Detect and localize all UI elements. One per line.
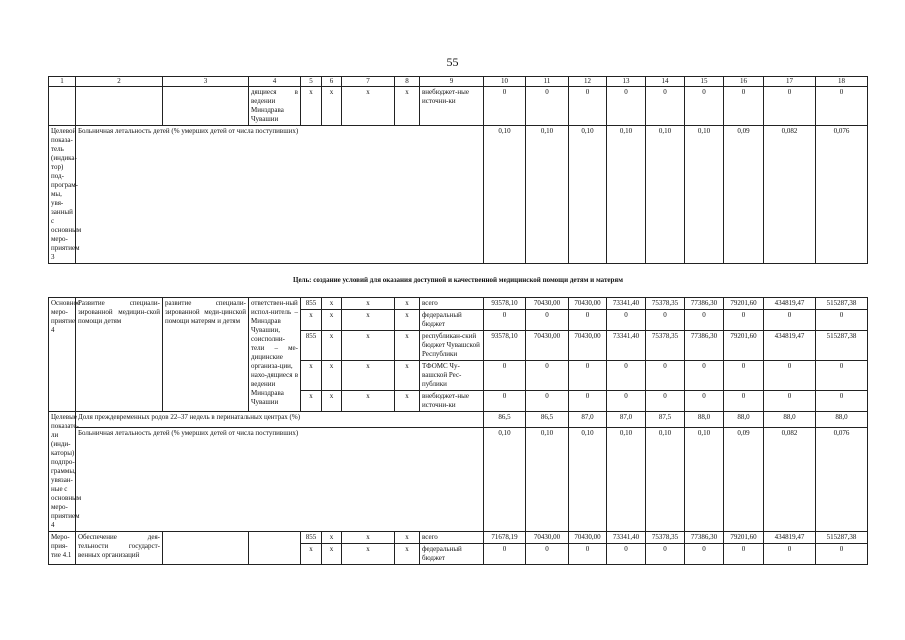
- source-cell: федеральный бюджет: [420, 544, 484, 565]
- code-cell: x: [322, 361, 342, 391]
- value-cell: 0: [526, 391, 569, 412]
- col-num: 8: [395, 77, 420, 87]
- value-cell: 70430,00: [526, 532, 569, 544]
- table-row: [49, 412, 868, 428]
- value-cell: 0: [526, 544, 569, 565]
- table-row: [49, 428, 868, 532]
- value-cell: 0: [685, 361, 724, 391]
- col-num: 13: [607, 77, 646, 87]
- indicator-name: Доля преждевременных родов 22–37 недель в перинатальных центрах (%): [76, 412, 484, 428]
- code-cell: x: [395, 532, 420, 544]
- code-cell: x: [395, 310, 420, 331]
- value-cell: 434819,47: [764, 331, 816, 361]
- indicator-name: Больничная летальность детей (% умерших детей от числа поступивших): [76, 428, 484, 532]
- value-cell: 0,10: [569, 428, 607, 532]
- value-cell: 75378,35: [646, 532, 685, 544]
- code-cell: x: [395, 298, 420, 310]
- code-cell: 855: [301, 532, 322, 544]
- code-cell: 855: [301, 298, 322, 310]
- cell-empty: [76, 87, 163, 126]
- value-cell: 88,0: [816, 412, 868, 428]
- source-cell: внебюджет-ные источни-ки: [420, 87, 484, 126]
- value-cell: 515287,38: [816, 532, 868, 544]
- code-cell: x: [322, 331, 342, 361]
- value-cell: 88,0: [764, 412, 816, 428]
- value-cell: 88,0: [685, 412, 724, 428]
- value-cell: 515287,38: [816, 331, 868, 361]
- code-cell: x: [301, 87, 322, 126]
- value-cell: 87,0: [569, 412, 607, 428]
- value-cell: 75378,35: [646, 298, 685, 310]
- code-cell: x: [395, 391, 420, 412]
- code-cell: x: [395, 331, 420, 361]
- value-cell: 0,10: [607, 428, 646, 532]
- table-row: [49, 87, 868, 126]
- source-cell: республикан-ский бюджет Чувашской Республики: [420, 331, 484, 361]
- value-cell: 0: [685, 87, 724, 126]
- value-cell: 71678,19: [484, 532, 526, 544]
- value-cell: 87,0: [607, 412, 646, 428]
- value-cell: 0: [646, 87, 685, 126]
- value-cell: 0: [569, 544, 607, 565]
- source-cell: всего: [420, 298, 484, 310]
- code-cell: x: [301, 310, 322, 331]
- value-cell: 0: [724, 310, 764, 331]
- value-cell: 0: [607, 310, 646, 331]
- value-cell: 0: [764, 87, 816, 126]
- target-label: Целевой показа-тель (индика-тор) под-програм-мы, увя-занный с основным меро-приятием 3: [49, 126, 76, 264]
- value-cell: 0,082: [764, 428, 816, 532]
- value-cell: 0: [724, 87, 764, 126]
- col-num: 3: [163, 77, 249, 87]
- value-cell: 0: [816, 391, 868, 412]
- code-cell: x: [322, 87, 342, 126]
- code-cell: x: [342, 391, 395, 412]
- code-cell: x: [342, 298, 395, 310]
- value-cell: 0: [816, 310, 868, 331]
- value-cell: 0,076: [816, 428, 868, 532]
- value-cell: 79201,60: [724, 532, 764, 544]
- value-cell: 0: [484, 544, 526, 565]
- value-cell: 0: [764, 391, 816, 412]
- value-cell: 0: [484, 310, 526, 331]
- value-cell: 0,10: [646, 126, 685, 264]
- code-cell: x: [301, 544, 322, 565]
- col-num: 5: [301, 77, 322, 87]
- target-label: Целевые показате-ли (инди-каторы) подпро-граммы, увязан-ные с основным меро-приятием 4: [49, 412, 76, 532]
- col-num: 14: [646, 77, 685, 87]
- value-cell: 73341,40: [607, 331, 646, 361]
- code-cell: x: [395, 544, 420, 565]
- value-cell: 0: [685, 544, 724, 565]
- col-num: 15: [685, 77, 724, 87]
- value-cell: 0,10: [484, 126, 526, 264]
- event-description: развитие специали-зированной меди-цинской помощи матерям и детям: [163, 298, 249, 412]
- col-num: 16: [724, 77, 764, 87]
- value-cell: 0,09: [724, 428, 764, 532]
- value-cell: 0: [526, 361, 569, 391]
- table-row: [49, 532, 868, 544]
- cell-empty: [163, 87, 249, 126]
- value-cell: 0: [646, 310, 685, 331]
- col-num: 6: [322, 77, 342, 87]
- goal-row: [49, 264, 868, 298]
- col-num: 9: [420, 77, 484, 87]
- value-cell: 86,5: [526, 412, 569, 428]
- value-cell: 0: [646, 391, 685, 412]
- executor-cell: дящиеся в ведении Минздрава Чувашии: [249, 87, 301, 126]
- value-cell: 0: [816, 544, 868, 565]
- code-cell: 855: [301, 331, 322, 361]
- event-label: Основное меро-приятие 4: [49, 298, 76, 412]
- value-cell: 0: [526, 87, 569, 126]
- code-cell: x: [342, 361, 395, 391]
- value-cell: 434819,47: [764, 532, 816, 544]
- value-cell: 70430,00: [526, 331, 569, 361]
- value-cell: 0,082: [764, 126, 816, 264]
- value-cell: 79201,60: [724, 298, 764, 310]
- code-cell: x: [322, 391, 342, 412]
- value-cell: 0: [764, 544, 816, 565]
- code-cell: x: [342, 87, 395, 126]
- value-cell: 0: [724, 544, 764, 565]
- code-cell: x: [301, 391, 322, 412]
- page-number: 55: [446, 55, 459, 69]
- value-cell: 0: [764, 310, 816, 331]
- cell-empty: [249, 532, 301, 565]
- value-cell: 0: [569, 87, 607, 126]
- source-cell: внебюджет-ные источни-ки: [420, 391, 484, 412]
- value-cell: 0: [607, 391, 646, 412]
- code-cell: x: [322, 544, 342, 565]
- value-cell: 88,0: [724, 412, 764, 428]
- value-cell: 0: [484, 391, 526, 412]
- value-cell: 77386,30: [685, 532, 724, 544]
- value-cell: 73341,40: [607, 298, 646, 310]
- code-cell: x: [322, 298, 342, 310]
- value-cell: 0,09: [724, 126, 764, 264]
- code-cell: x: [395, 87, 420, 126]
- value-cell: 87,5: [646, 412, 685, 428]
- value-cell: 77386,30: [685, 331, 724, 361]
- value-cell: 77386,30: [685, 298, 724, 310]
- value-cell: 434819,47: [764, 298, 816, 310]
- goal-heading: Цель: создание условий для оказания доступной и качественной медицинской помощи детям и матерям: [49, 264, 868, 298]
- value-cell: 93578,10: [484, 331, 526, 361]
- col-num: 7: [342, 77, 395, 87]
- value-cell: 0: [685, 391, 724, 412]
- table-row: [49, 298, 868, 310]
- col-num: 2: [76, 77, 163, 87]
- value-cell: 0: [816, 361, 868, 391]
- value-cell: 0: [764, 361, 816, 391]
- source-cell: ТФОМС Чу-вашской Рес-публики: [420, 361, 484, 391]
- code-cell: x: [342, 331, 395, 361]
- value-cell: 0: [607, 544, 646, 565]
- value-cell: 73341,40: [607, 532, 646, 544]
- value-cell: 0: [685, 310, 724, 331]
- cell-empty: [163, 532, 249, 565]
- executor-cell: ответствен-ный испол-нитель – Минздрав Чувашии, соисполни-тели – ме-дицинские организа-ции, нахо-дящиеся в ведении Минздрава Чувашии: [249, 298, 301, 412]
- code-cell: x: [301, 361, 322, 391]
- column-number-row: [49, 77, 868, 87]
- code-cell: x: [342, 544, 395, 565]
- value-cell: 0: [816, 87, 868, 126]
- table-row: [49, 126, 868, 264]
- value-cell: 70430,00: [569, 331, 607, 361]
- event-label: Меро-прия-тие 4.1: [49, 532, 76, 565]
- cell-empty: [49, 87, 76, 126]
- col-num: 18: [816, 77, 868, 87]
- col-num: 1: [49, 77, 76, 87]
- value-cell: 0,10: [484, 428, 526, 532]
- value-cell: 79201,60: [724, 331, 764, 361]
- value-cell: 0: [569, 361, 607, 391]
- value-cell: 86,5: [484, 412, 526, 428]
- source-cell: федеральный бюджет: [420, 310, 484, 331]
- source-cell: всего: [420, 532, 484, 544]
- value-cell: 0: [646, 361, 685, 391]
- code-cell: x: [322, 310, 342, 331]
- event-name: Обеспечение дея-тельности государст-венных организаций: [76, 532, 163, 565]
- value-cell: 0: [724, 361, 764, 391]
- col-num: 10: [484, 77, 526, 87]
- value-cell: 0,10: [569, 126, 607, 264]
- value-cell: 0,10: [685, 126, 724, 264]
- budget-table: [48, 76, 868, 565]
- value-cell: 70430,00: [526, 298, 569, 310]
- indicator-name: Больничная летальность детей (% умерших детей от числа поступивших): [76, 126, 484, 264]
- value-cell: 0: [607, 361, 646, 391]
- value-cell: 70430,00: [569, 298, 607, 310]
- value-cell: 0: [484, 361, 526, 391]
- code-cell: x: [342, 532, 395, 544]
- value-cell: 70430,00: [569, 532, 607, 544]
- event-name: Развитие специали-зированной медицин-ской помощи детям: [76, 298, 163, 412]
- value-cell: 0: [526, 310, 569, 331]
- value-cell: 75378,35: [646, 331, 685, 361]
- value-cell: 0: [646, 544, 685, 565]
- value-cell: 0: [569, 310, 607, 331]
- col-num: 17: [764, 77, 816, 87]
- value-cell: 0: [569, 391, 607, 412]
- value-cell: 0,10: [526, 126, 569, 264]
- value-cell: 0,076: [816, 126, 868, 264]
- value-cell: 0,10: [526, 428, 569, 532]
- value-cell: 0,10: [685, 428, 724, 532]
- value-cell: 0,10: [646, 428, 685, 532]
- code-cell: x: [322, 532, 342, 544]
- value-cell: 0: [484, 87, 526, 126]
- value-cell: 0,10: [607, 126, 646, 264]
- value-cell: 0: [607, 87, 646, 126]
- code-cell: x: [395, 361, 420, 391]
- col-num: 12: [569, 77, 607, 87]
- value-cell: 0: [724, 391, 764, 412]
- code-cell: x: [342, 310, 395, 331]
- col-num: 4: [249, 77, 301, 87]
- value-cell: 93578,10: [484, 298, 526, 310]
- value-cell: 515287,38: [816, 298, 868, 310]
- col-num: 11: [526, 77, 569, 87]
